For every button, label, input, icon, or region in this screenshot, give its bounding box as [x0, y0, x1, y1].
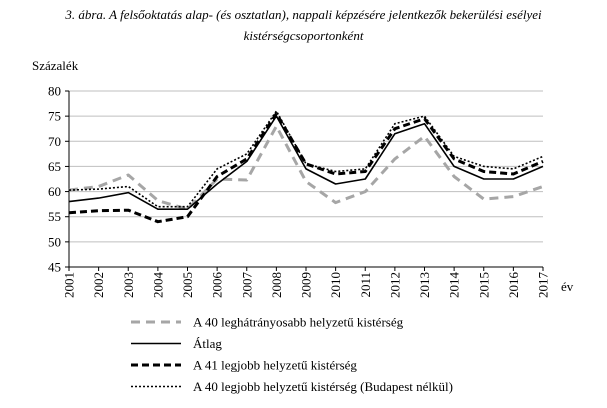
y-tick-label-55: 55 — [48, 209, 61, 225]
x-tick-label-2015: 2015 — [476, 272, 492, 298]
y-axis-label: Százalék — [32, 58, 79, 73]
legend-label-a-41-legjobb-helyzetu-kisterseg: A 41 legjobb helyzetű kistérség — [193, 357, 357, 373]
x-tick-label-2013: 2013 — [417, 272, 432, 298]
x-tick-label-2001: 2001 — [61, 272, 77, 298]
y-tick-label-80: 80 — [48, 83, 61, 99]
x-tick-label-2006: 2006 — [209, 272, 225, 298]
series-line-a-40-legjobb-helyzetu-kisterseg-budapest-nelkul — [69, 111, 543, 207]
x-axis-label: év — [561, 279, 574, 294]
x-tick-label-2017: 2017 — [535, 272, 551, 298]
x-tick-label-2004: 2004 — [150, 272, 166, 298]
figure-caption-line-1: 3. ábra. A felsőoktatás alap- (és osztatlan), nappali képzésére jelentkezők bekerülési esélyei — [65, 7, 542, 22]
x-tick-label-2005: 2005 — [180, 272, 195, 298]
x-tick-label-2008: 2008 — [268, 272, 284, 298]
legend-label-a-40-leghatranyosabb-helyzetu-kisterseg: A 40 leghátrányosabb helyzetű kistérség — [193, 314, 404, 330]
x-tick-label-2010: 2010 — [328, 272, 344, 298]
y-tick-label-45: 45 — [48, 259, 61, 275]
y-tick-label-50: 50 — [48, 234, 61, 250]
x-tick-label-2003: 2003 — [120, 272, 136, 298]
x-tick-label-2002: 2002 — [91, 272, 107, 298]
legend-label-a-40-legjobb-helyzetu-kisterseg-budapest-nelkul: A 40 legjobb helyzetű kistérség (Budapest nélkül) — [193, 379, 453, 394]
x-tick-label-2014: 2014 — [446, 272, 462, 298]
y-tick-label-60: 60 — [48, 184, 61, 200]
y-tick-label-75: 75 — [48, 108, 61, 124]
y-tick-label-65: 65 — [48, 158, 61, 174]
legend-label-atlag: Átlag — [193, 336, 222, 351]
x-tick-label-2007: 2007 — [239, 272, 255, 298]
y-tick-label-70: 70 — [48, 133, 61, 149]
x-tick-label-2012: 2012 — [387, 272, 403, 298]
x-tick-label-2016: 2016 — [505, 272, 521, 298]
x-tick-label-2009: 2009 — [298, 272, 314, 298]
x-tick-label-2011: 2011 — [357, 272, 373, 298]
figure-caption-line-2: kistérségcsoportonként — [243, 28, 364, 43]
